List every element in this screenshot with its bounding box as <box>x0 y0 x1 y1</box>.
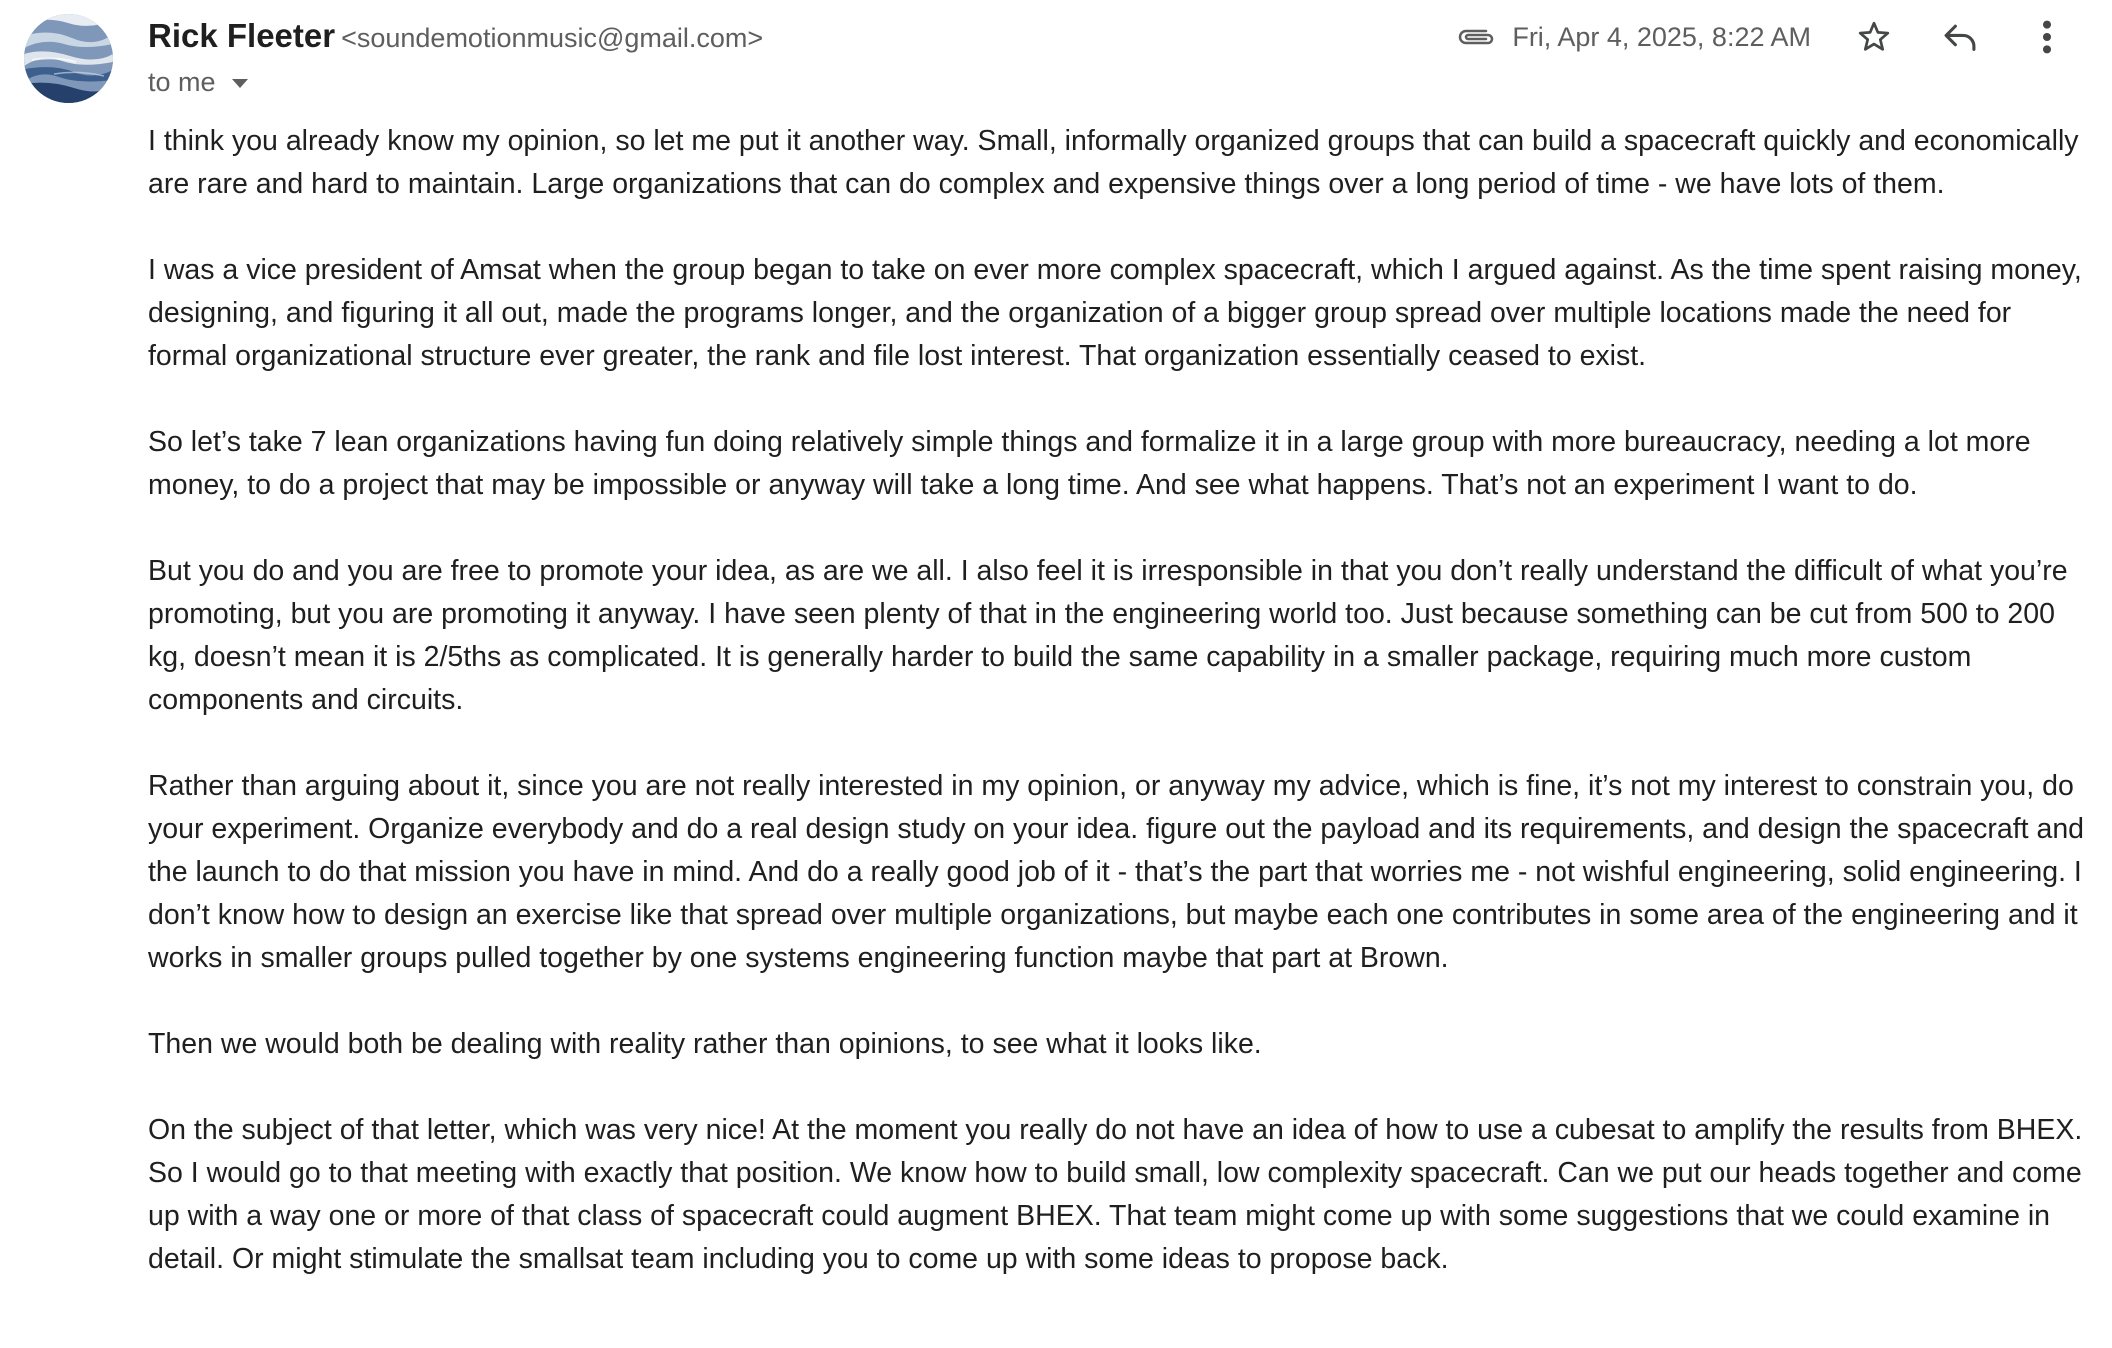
reply-icon <box>1941 20 1979 54</box>
message-body <box>148 120 2088 1324</box>
caret-down-icon[interactable] <box>232 79 248 88</box>
avatar-photo <box>24 14 113 103</box>
message-date: Fri, Apr 4, 2025, 8:22 AM <box>1512 21 1811 52</box>
sender-email[interactable]: <soundemotionmusic@gmail.com> <box>341 23 764 53</box>
paperclip-icon <box>1456 25 1496 49</box>
message-paragraph: But you do and you are free to promote your idea, as are we all. I also feel it is irresponsible in that you don’t really understand the difficult of what you’re promoting, but you are promoting it anyway. I have seen plenty of that in the engineering world too. Just because something can be cut from 500 to 200 kg, doesn’t mean it is 2/5ths as complicated. It is generally harder to build the same capability in a smaller package, requiring much more custom components and circuits. <box>148 555 2068 716</box>
sender-name[interactable]: Rick Fleeter <box>148 17 336 54</box>
recipient-label: to me <box>148 66 216 97</box>
more-vert-icon <box>2042 20 2052 54</box>
sender-line <box>148 16 763 63</box>
message-actions <box>1456 12 2112 62</box>
more-options-button[interactable] <box>2022 12 2072 62</box>
star-icon <box>1856 19 1892 55</box>
reply-button[interactable] <box>1935 12 1985 62</box>
recipient-toggle[interactable] <box>148 64 248 100</box>
message-paragraph: I was a vice president of Amsat when the group began to take on ever more complex spacecraft, which I argued against. As the time spent raising money, designing, and figuring it all out, made the programs longer, and the organization of a bigger group spread over multiple locations made the need for formal organizational structure ever greater, the rank and file lost interest. That organization essentially ceased to exist. <box>148 254 2082 372</box>
message-paragraph: Then we would both be dealing with reality rather than opinions, to see what it looks like. <box>148 1028 1262 1060</box>
message-paragraph: Rather than arguing about it, since you are not really interested in my opinion, or anyway my advice, which is fine, it’s not my interest to constrain you, do your experiment. Organize everybody and do a real design study on your idea. figure out the payload and its requirements, and design the spacecraft and the launch to do that mission you have in mind. And do a really good job of it - that’s the part that worries me - not wishful engineering, solid engineering. I don’t know how to design an exercise like that spread over multiple organizations, but maybe each one contributes in some area of the engineering and it works in smaller groups pulled together by one systems engineering function maybe that part at Brown. <box>148 770 2085 974</box>
message-paragraph: On the subject of that letter, which was very nice! At the moment you really do not have an idea of how to use a cubesat to amplify the results from BHEX. So I would go to that meeting with exactly that position. We know how to build small, low complexity spacecraft. Can we put our heads together and come up with a way one or more of that class of spacecraft could augment BHEX. That team might come up with some suggestions that we could examine in detail. Or might stimulate the smallsat team including you to come up with some ideas to propose back. <box>148 1114 2083 1275</box>
message-paragraph: I think you already know my opinion, so let me put it another way. Small, informally organized groups that can build a spacecraft quickly and economically are rare and hard to maintain. Large organizations that can do complex and expensive things over a long period of time - we have lots of them. <box>148 125 2079 200</box>
avatar[interactable] <box>24 14 113 103</box>
star-button[interactable] <box>1849 12 1899 62</box>
message-paragraph: So let’s take 7 lean organizations having fun doing relatively simple things and formalize it in a large group with more bureaucracy, needing a lot more money, to do a project that may be impossible or anyway will take a long time. And see what happens. That’s not an experiment I want to do. <box>148 426 2031 501</box>
